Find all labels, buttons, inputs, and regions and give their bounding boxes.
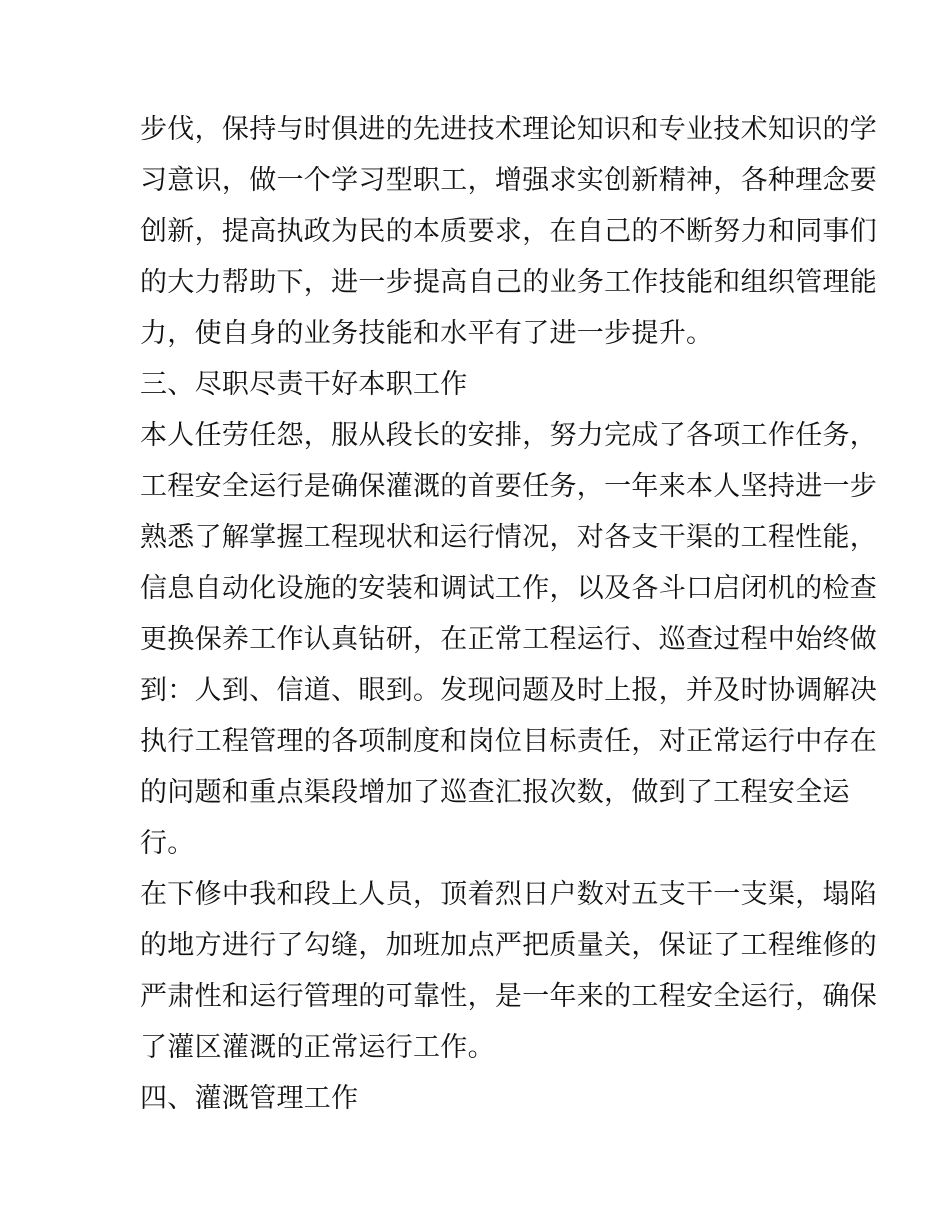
paragraph-line: 更换保养工作认真钻研，在正常工程运行、巡查过程中始终做 — [140, 624, 878, 655]
paragraph-line: 的问题和重点渠段增加了巡查汇报次数，做到了工程安全运 — [140, 777, 850, 808]
paragraph-line: 工程安全运行是确保灌溉的首要任务，一年来本人坚持进一步 — [140, 471, 878, 502]
paragraph-line: 的地方进行了勾缝，加班加点严把质量关，保证了工程维修的 — [140, 930, 878, 961]
paragraph-line: 本人任劳任怨，服从段长的安排，努力完成了各项工作任务， — [140, 420, 878, 451]
section-heading-4: 四、灌溉管理工作 — [140, 1083, 359, 1114]
paragraph-line: 步伐，保持与时俱进的先进技术理论知识和专业技术知识的学 — [140, 114, 878, 145]
paragraph-line: 熟悉了解掌握工程现状和运行情况，对各支干渠的工程性能， — [140, 522, 878, 553]
paragraph-1 — [140, 104, 878, 359]
paragraph-line: 到：人到、信道、眼到。发现问题及时上报，并及时协调解决 — [140, 675, 878, 706]
paragraph-line: 在下修中我和段上人员，顶着烈日户数对五支干一支渠，塌陷 — [140, 879, 878, 910]
paragraph-line: 了灌区灌溉的正常运行工作。 — [140, 1032, 495, 1063]
paragraph-line: 行。 — [140, 828, 195, 859]
section-heading-3: 三、尽职尽责干好本职工作 — [140, 369, 468, 400]
paragraph-line: 执行工程管理的各项制度和岗位目标责任，对正常运行中存在 — [140, 726, 878, 757]
paragraph-3 — [140, 869, 878, 1073]
paragraph-line: 习意识，做一个学习型职工，增强求实创新精神，各种理念要 — [140, 165, 878, 196]
paragraph-line: 创新，提高执政为民的本质要求，在自己的不断努力和同事们 — [140, 216, 878, 247]
document-body — [140, 104, 878, 1124]
paragraph-2 — [140, 410, 878, 869]
paragraph-line: 信息自动化设施的安装和调试工作，以及各斗口启闭机的检查 — [140, 573, 878, 604]
paragraph-line: 力，使自身的业务技能和水平有了进一步提升。 — [140, 318, 714, 349]
paragraph-line: 严肃性和运行管理的可靠性，是一年来的工程安全运行，确保 — [140, 981, 878, 1012]
paragraph-line: 的大力帮助下，进一步提高自己的业务工作技能和组织管理能 — [140, 267, 878, 298]
